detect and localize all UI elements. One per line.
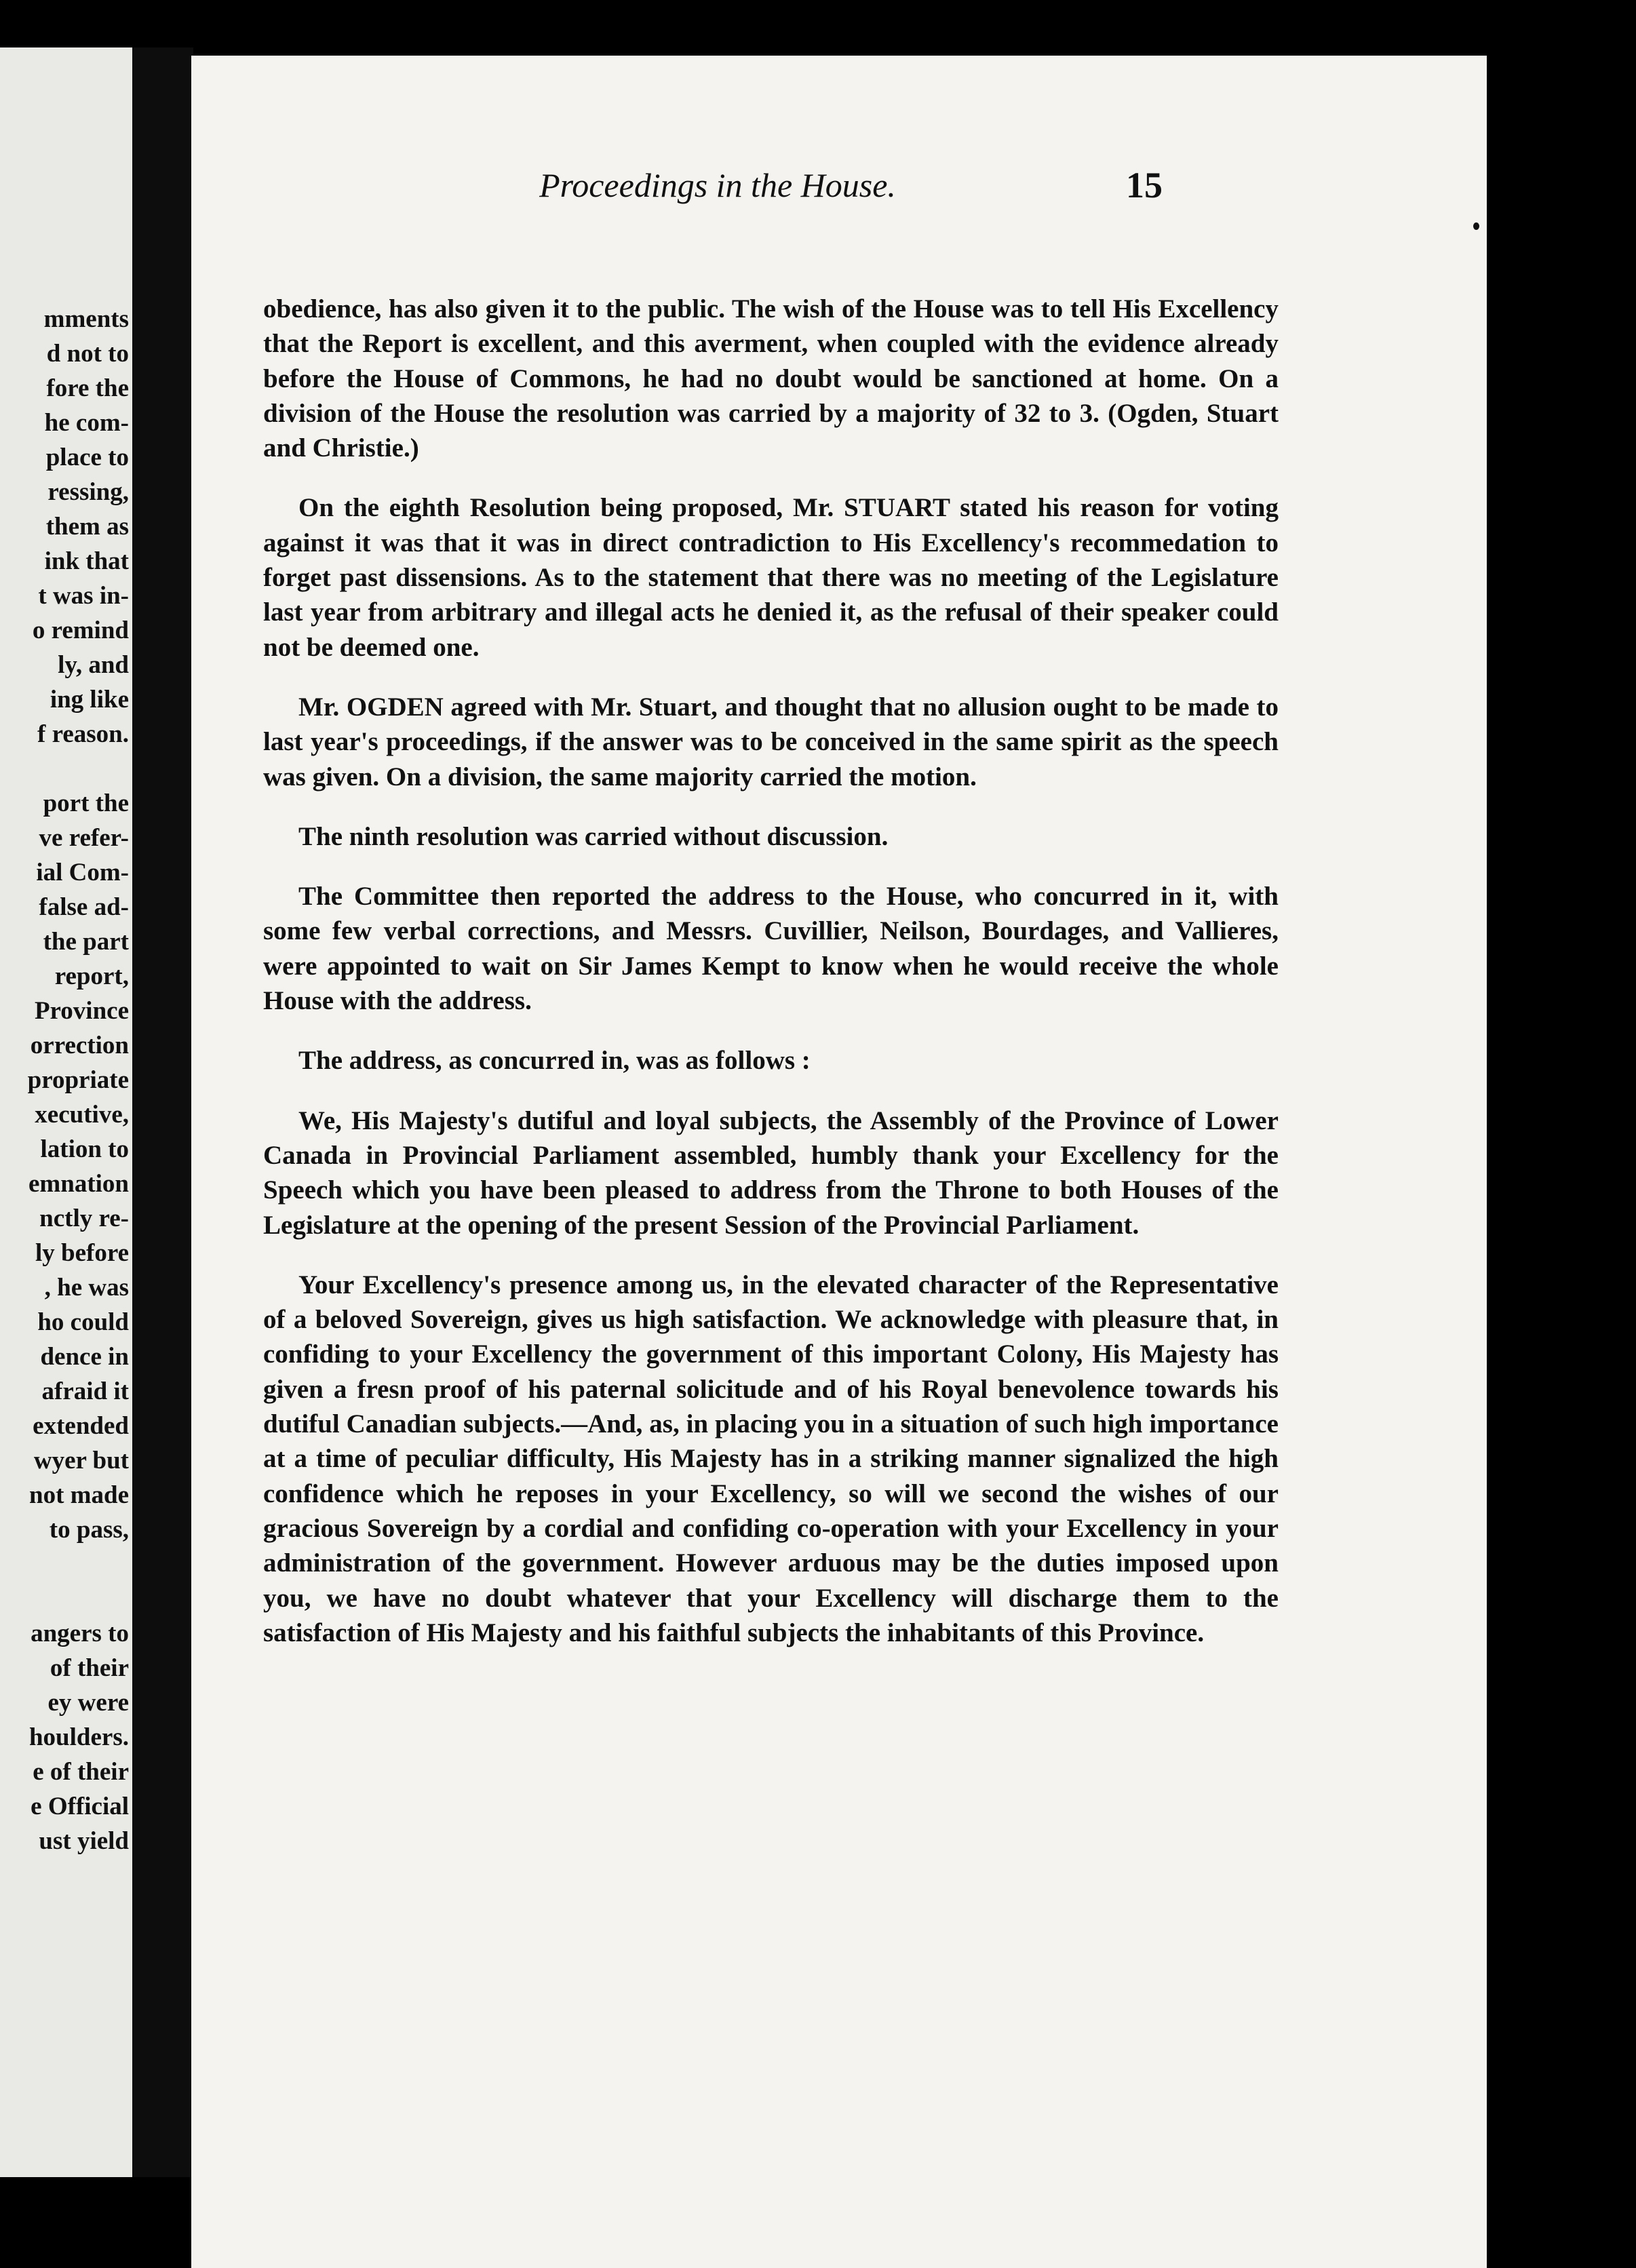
- left-line-fragment: port the: [43, 789, 129, 817]
- left-line-fragment: afraid it: [41, 1377, 129, 1405]
- left-line-fragment: lation to: [40, 1135, 129, 1163]
- left-line-fragment: false ad-: [39, 893, 129, 921]
- page-header: [328, 161, 1285, 209]
- left-line-fragment: ve refer-: [39, 824, 129, 852]
- left-line-fragment: ink that: [44, 547, 129, 575]
- body-text: [263, 292, 1279, 1675]
- paragraph-committee-report: The Committee then reported the address to the House, who concurred in it, with some few verbal corrections, and Messrs. Cuvillier, Neilson, Bourdages, and Vallieres, were appointed to wait on Sir James Kempt to know when he would receive the whole House with the address.: [263, 882, 1279, 1016]
- left-line-fragment: o remind: [32, 617, 129, 644]
- left-line-fragment: ho could: [37, 1308, 129, 1336]
- left-line-fragment: ly, and: [58, 651, 129, 679]
- paragraph-ogden: Mr. OGDEN agreed with Mr. Stuart, and thought that no allusion ought to be made to last year's proceedings, if the answer was to be conceived in the same spirit as the speech was given. On a division, the same majority carried the motion.: [263, 692, 1279, 791]
- left-line-fragment: angers to: [31, 1620, 129, 1647]
- left-line-fragment: dence in: [40, 1343, 129, 1371]
- left-line-fragment: ust yield: [39, 1827, 129, 1855]
- paragraph-address-intro: The address, as concurred in, was as follows :: [298, 1046, 811, 1076]
- left-line-fragment: nctly re-: [39, 1205, 129, 1232]
- left-line-fragment: propriate: [27, 1066, 129, 1094]
- left-line-fragment: them as: [45, 513, 129, 541]
- left-line-fragment: report,: [54, 962, 129, 990]
- left-line-fragment: ey were: [47, 1689, 129, 1717]
- left-line-fragment: t was in-: [38, 582, 129, 610]
- left-line-fragment: xecutive,: [35, 1101, 129, 1129]
- left-line-fragment: [0, 1582, 129, 1616]
- left-line-fragment: e Official: [31, 1793, 129, 1820]
- left-line-fragment: ressing,: [47, 478, 129, 506]
- book-gutter: [132, 47, 193, 2177]
- left-line-fragment: e of their: [33, 1758, 129, 1786]
- left-line-fragment: houlders.: [28, 1723, 129, 1751]
- left-line-fragment: [0, 751, 129, 786]
- left-line-fragment: to pass,: [49, 1516, 129, 1544]
- left-line-fragment: place to: [45, 444, 129, 471]
- left-line-fragment: not made: [29, 1481, 129, 1509]
- paragraph-address-opening: We, His Majesty's dutiful and loyal subjects, the Assembly of the Province of Lower Canada in Provincial Parliament assembled, humbly thank your Excellency for the Speech which you have been pleased to address from the Throne to both Houses of the Legislature at the opening of the present Session of the Provincial Parliament.: [263, 1106, 1279, 1240]
- left-line-fragment: he com-: [44, 409, 129, 437]
- left-line-fragment: the part: [43, 928, 129, 956]
- left-line-fragment: Province: [34, 997, 129, 1025]
- paragraph-continued: obedience, has also given it to the public. The wish of the House was to tell His Excellency that the Report is excellent, and this averment, when coupled with the evidence already before the House of Commons, he had no doubt would be sanctioned at home. On a division of the House the resolution was carried by a majority of 32 to 3. (Ogden, Stuart and Christie.): [263, 294, 1279, 463]
- ink-speck: [1473, 222, 1479, 230]
- left-line-fragment: fore the: [46, 374, 129, 402]
- page-number: 15: [1126, 165, 1163, 206]
- paragraph-ninth-resolution: The ninth resolution was carried without discussion.: [298, 821, 889, 851]
- left-page-text-fragments: [0, 302, 129, 1858]
- left-line-fragment: , he was: [44, 1274, 129, 1302]
- left-line-fragment: [0, 1547, 129, 1582]
- running-head: Proceedings in the House.: [539, 166, 896, 204]
- left-line-fragment: of their: [50, 1654, 129, 1682]
- left-line-fragment: ly before: [35, 1239, 129, 1267]
- left-page-edge: [0, 47, 132, 2177]
- left-line-fragment: ial Com-: [36, 859, 129, 886]
- left-line-fragment: mments: [43, 305, 129, 333]
- left-line-fragment: d not to: [46, 340, 129, 368]
- left-line-fragment: ing like: [50, 686, 129, 713]
- paragraph-address-body: Your Excellency's presence among us, in the elevated character of the Representative of a beloved Sovereign, gives us high satisfaction. We acknowledge with pleasure that, in confiding to your Excellency the government of this important Colony, His Majesty has given a fresn proof of his paternal solicitude and of his Royal benevolence towards his dutiful Canadian subjects.—And, as, in placing you in a situation of such high importance at a time of peculiar difficulty, His Majesty has in a striking manner signalized the high confidence which he reposes in your Excellency, so will we second the wishes of our gracious Sovereign by a cordial and confiding co-operation with your Excellency in your administration of the government. However arduous may be the duties imposed upon you, we have no doubt whatever that your Excellency will discharge them to the satisfaction of His Majesty and his faithful subjects the inhabitants of this Province.: [263, 1270, 1279, 1647]
- left-line-fragment: wyer but: [33, 1447, 129, 1474]
- left-line-fragment: emnation: [28, 1170, 129, 1198]
- left-line-fragment: orrection: [30, 1032, 129, 1059]
- left-line-fragment: extended: [33, 1412, 129, 1440]
- paragraph-eighth-resolution: On the eighth Resolution being proposed, Mr. STUART stated his reason for voting against it was that it was in direct contradiction to His Excellency's recommedation to forget past dissensions. As to the statement that there was no meeting of the Legislature last year from arbitrary and illegal acts he denied it, as the refusal of their speaker could not be deemed one.: [263, 493, 1279, 662]
- left-line-fragment: f reason.: [37, 720, 129, 748]
